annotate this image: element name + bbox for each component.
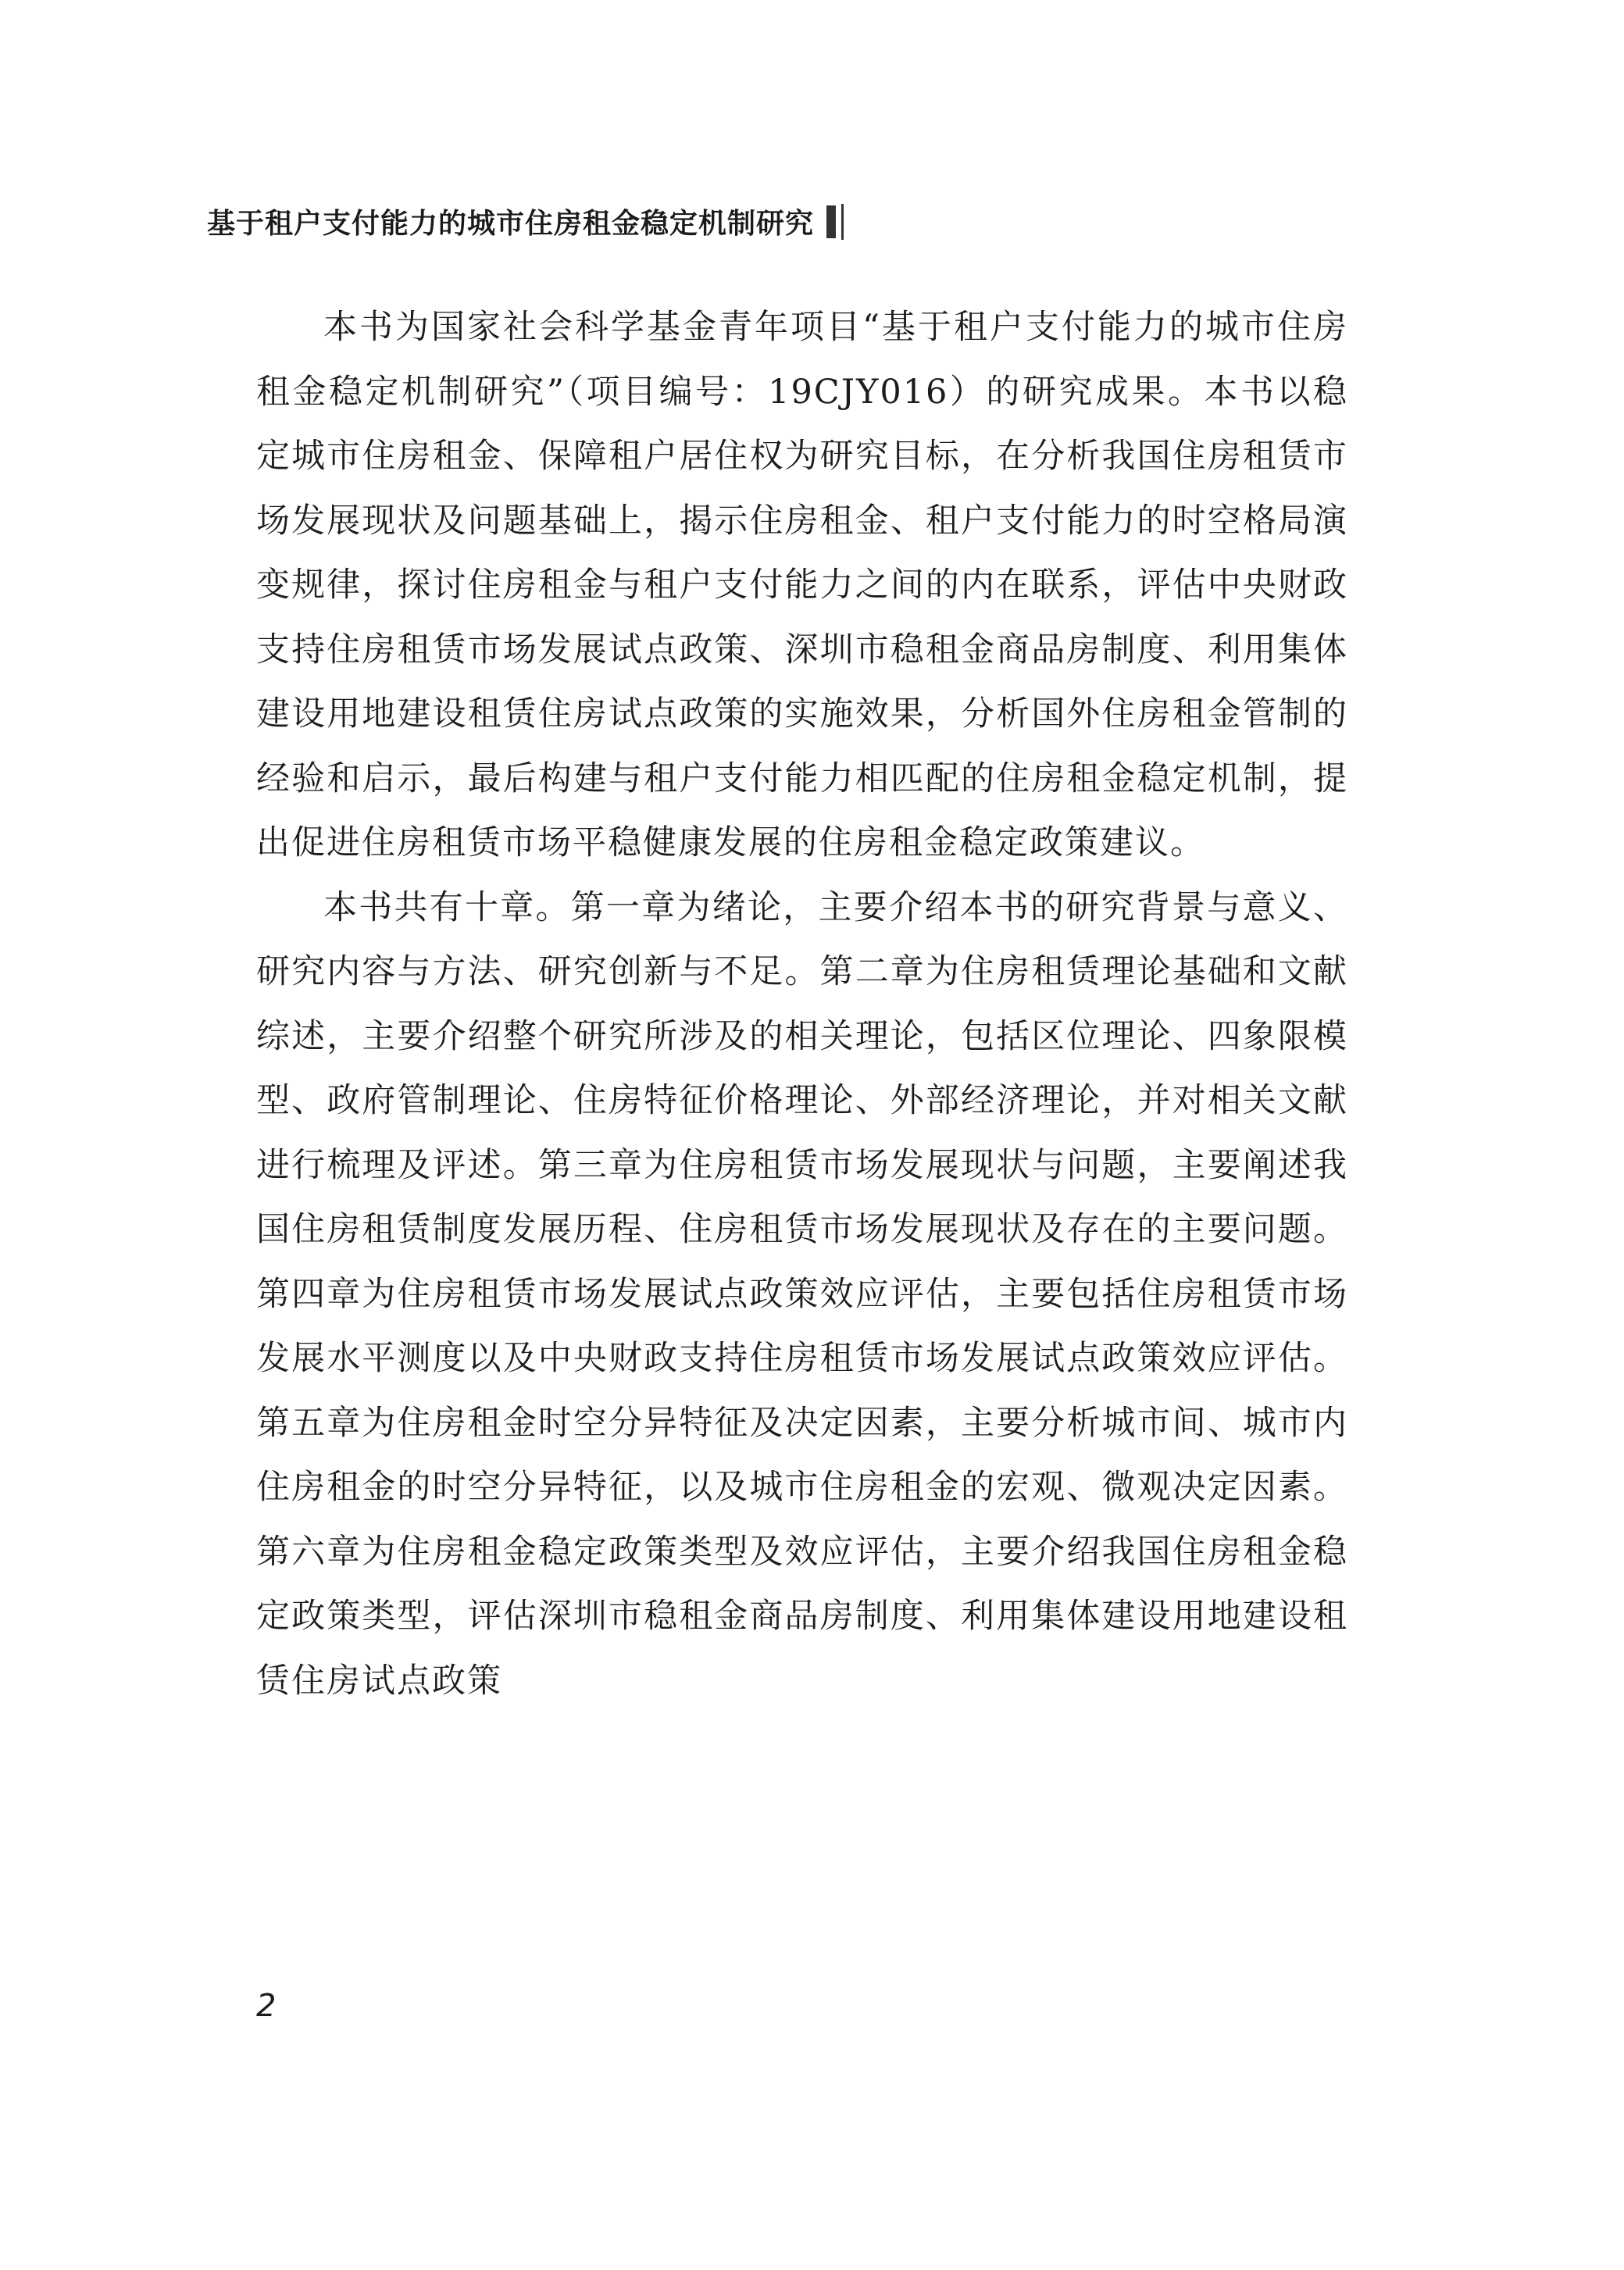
paragraph-chapters: 本书共有十章。第一章为绪论，主要介绍本书的研究背景与意义、研究内容与方法、研究创新与不足。第二章为住房租赁理论基础和文献综述，主要介绍整个研究所涉及的相关理论，包括区位理论、四象限模型、政府管制理论、住房特征价格理论、外部经济理论，并对相关文献进行梳理及评述。第三章为住房租赁市场发展现状与问题，主要阐述我国住房租赁制度发展历程、住房租赁市场发展现状及存在的主要问题。第四章为住房租赁市场发展试点政策效应评估，主要包括住房租赁市场发展水平测度以及中央财政支持住房租赁市场发展试点政策效应评估。第五章为住房租金时空分异特征及决定因素，主要分析城市间、城市内住房租金的时空分异特征，以及城市住房租金的宏观、微观决定因素。第六章为住房租金稳定政策类型及效应评估，主要介绍我国住房租金稳定政策类型，评估深圳市稳租金商品房制度、利用集体建设用地建设租赁住房试点政策 [256, 887, 1348, 1701]
header-bar-thin [841, 204, 844, 240]
header-bar-mark [826, 204, 844, 240]
running-header [207, 202, 844, 241]
paragraph-intro: 本书为国家社会科学基金青年项目“基于租户支付能力的城市住房租金稳定机制研究”（项目编号：19CJY016）的研究成果。本书以稳定城市住房租金、保障租户居住权为研究目标，在分析我国住房租赁市场发展现状及问题基础上，揭示住房租金、租户支付能力的时空格局演变规律，探讨住房租金与租户支付能力之间的内在联系，评估中央财政支持住房租赁市场发展试点政策、深圳市稳租金商品房制度、利用集体建设用地建设租赁住房试点政策的实施效果，分析国外住房租金管制的经验和启示，最后构建与租户支付能力相匹配的住房租金稳定机制，提出促进住房租赁市场平稳健康发展的住房租金稳定政策建议。 [256, 308, 1348, 862]
header-bar-thick [826, 205, 836, 238]
body-text [256, 295, 1348, 1713]
page-number: 2 [256, 1988, 277, 2024]
book-title: 基于租户支付能力的城市住房租金稳定机制研究 [207, 208, 815, 240]
